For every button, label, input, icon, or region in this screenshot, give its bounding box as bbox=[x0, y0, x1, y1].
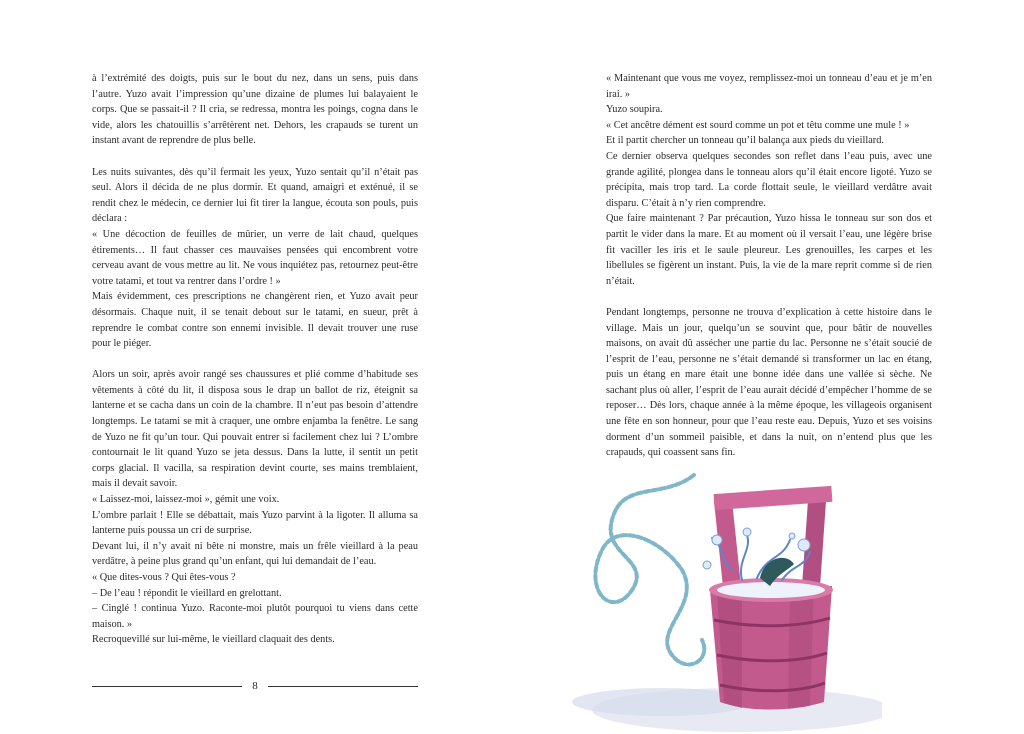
paragraph: « Maintenant que vous me voyez, remplissez-moi un tonneau d’eau et je m’en irai. » bbox=[606, 73, 932, 100]
paragraph: « Laissez-moi, laissez-moi », gémit une voix. bbox=[92, 494, 280, 506]
paragraph: Devant lui, il n’y avait ni bête ni monstre, mais un frêle vieillard à la peau verdâtre, à peine plus grand qu’un enfant, qui lui demandait de l’eau. bbox=[92, 540, 418, 568]
paragraph: L’ombre parlait ! Elle se débattait, mais Yuzo parvint à la ligoter. Il alluma sa lanterne puis poussa un cri de surprise. bbox=[92, 509, 418, 537]
paragraph: – De l’eau ! répondit le vieillard en grelottant. bbox=[92, 587, 282, 599]
rope bbox=[595, 475, 704, 664]
paragraph: Alors un soir, après avoir rangé ses chaussures et plié comme d’habitude ses vêtements à côté du lit, il disposa sous le drap un ballot de riz, éteignit sa lanterne et se cacha dans un coin de la chambre. Il n’eut pas besoin d’attendre longtemps. Le tatami se mit à craquer, une ombre enjamba la fenêtre. Le sang de Yuzo ne fit qu’un tour. Qui pouvait entrer si facilement chez lui ? L’ombre contournait le lit quand Yuzo se jeta dessus. Dans la lutte, il sentit un petit corps glacial. Il vacilla, sa respiration devint courte, ses mains tremblaient, mais il devait savoir. bbox=[92, 369, 418, 490]
paragraph: Pendant longtemps, personne ne trouva d’explication à cette histoire dans le village. Mais un jour, quelqu’un se souvint que, pour bâtir de nouvelles maisons, on avait dû assécher une partie du lac. Personne ne s’était soucié de l’esprit de l’eau, personne ne s’était demandé si transformer un lac en étang, puis un étang en mare était une bonne idée dans une vallée si sèche. Ne sachant plus où aller, l’esprit de l’eau aurait décidé d’empêcher l’homme de se reposer… Dès lors, chaque année à la même époque, les villageois organisent une fête en son honneur, pour que l’eau reste eau. Depuis, Yuzo et ses voisins dorment d’un sommeil paisible, et dans la nuit, on n’entend plus que les crapauds, qui coassent sans fin. bbox=[606, 306, 932, 459]
paragraph: Les nuits suivantes, dès qu’il fermait les yeux, Yuzo sentait qu’il n’était pas seul. Alors il décida de ne plus dormir. Et quand, amaigri et exténué, il se rendit chez le médecin, ce dernier lui fit tirer la langue, écouta son pouls, puis déclara : bbox=[92, 166, 418, 225]
paragraph-break bbox=[92, 352, 418, 368]
right-page bbox=[512, 0, 1024, 734]
paragraph: Que faire maintenant ? Par précaution, Yuzo hissa le tonneau sur son dos et partit le vider dans la mare. Et au moment où il versait l’eau, une légère brise fit vaciller les iris et le saule pleureur. Les grenouilles, les carpes et les libellules se figèrent un instant. Puis, la vie de la mare reprit comme si de rien n’était. bbox=[606, 213, 932, 287]
paragraph: « Que dites-vous ? Qui êtes-vous ? bbox=[92, 572, 236, 583]
barrel-illustration bbox=[542, 440, 882, 734]
right-page-text bbox=[606, 71, 932, 461]
page-number: 8 bbox=[252, 680, 258, 692]
paragraph: Et il partit chercher un tonneau qu’il balança aux pieds du vieillard. bbox=[606, 135, 884, 147]
paragraph: « Cet ancêtre dément est sourd comme un pot et têtu comme une mule ! » bbox=[606, 119, 910, 131]
paragraph: Recroquevillé sur lui-même, le vieillard claquait des dents. bbox=[92, 634, 335, 646]
paragraph: « Une décoction de feuilles de mûrier, un verre de lait chaud, quelques étirements… Il faut chasser ces mauvaises pensées qui encombrent votre cerveau avant de vous mettre au lit. Ne vous inquiétez pas, retournez peut-être votre tatami, et tout va rentrer dans l’ordre ! » bbox=[92, 228, 418, 287]
paragraph: – Cinglé ! continua Yuzo. Raconte-moi plutôt pourquoi tu viens dans cette maison. » bbox=[92, 603, 418, 630]
paragraph: Yuzo soupira. bbox=[606, 104, 663, 116]
left-page-text bbox=[92, 71, 418, 648]
footer-rule-right bbox=[268, 686, 418, 687]
paragraph: Ce dernier observa quelques secondes son reflet dans l’eau puis, avec une grande agilité, plongea dans le tonneau alors qu’il était encore ligoté. Yuzo se précipita, mais trop tard. La corde flottait seule, le vieillard verdâtre avait disparu. C’était à n’y rien comprendre. bbox=[606, 150, 932, 209]
paragraph: Mais évidemment, ces prescriptions ne changèrent rien, et Yuzo avait peur désormais. Chaque nuit, il se tenait debout sur le tatami, en sueur, prêt à reprendre le combat contre son ennemi invisible. Il devait trouver une ruse pour le piéger. bbox=[92, 291, 418, 350]
footer-rule-left bbox=[92, 686, 242, 687]
paragraph-break bbox=[92, 149, 418, 165]
page-footer bbox=[92, 680, 418, 692]
paragraph-break bbox=[606, 289, 932, 305]
paragraph: à l’extrémité des doigts, puis sur le bout du nez, dans un sens, puis dans l’autre. Yuzo avait l’impression qu’une dizaine de plumes lui balayaient le corps. Que se passait-il ? Il cria, se redressa, montra les poings, cogna dans le vide, alors les chatouillis s’arrêtèrent net. Dehors, les crapauds se turent un instant avant de reprendre de plus belle. bbox=[92, 73, 418, 147]
